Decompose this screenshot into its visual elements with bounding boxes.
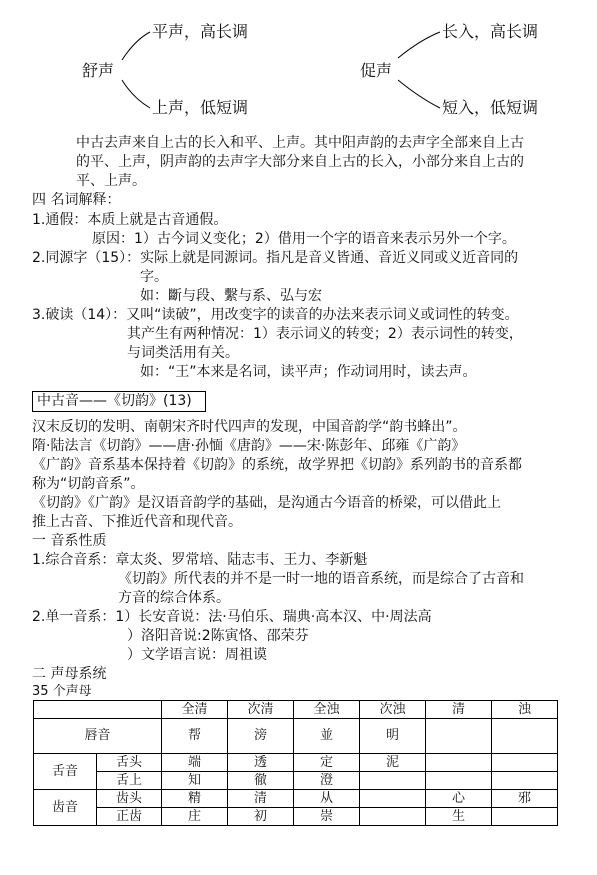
table-cell — [360, 808, 426, 826]
row-label-teeth: 齿音 — [34, 790, 97, 826]
table-header: 浊 — [492, 701, 558, 719]
table-cell: 端 — [162, 754, 228, 772]
para2-line: 《广韵》音系基本保持着《切韵》的系统，故学界把《切韵》系列韵书的音系都 — [32, 457, 522, 473]
table-cell — [426, 719, 492, 754]
sec1-item-2-cont: ）洛阳音说:2陈寅恪、邵荣芬 — [127, 628, 309, 644]
table-cell — [426, 754, 492, 772]
table-cell: 庄 — [162, 808, 228, 826]
shu-upper-label: 平声，高长调 — [152, 22, 249, 41]
sec4-item-3-cont: 其产生有两种情况：1）表示词义的转变；2）表示词性的转变， — [127, 326, 523, 342]
table-cell: 知 — [162, 772, 228, 790]
table-row — [34, 790, 558, 808]
sec1-item-1-cont: 《切韵》所代表的并不是一时一地的语音系统，而是综合了古音和 — [118, 571, 524, 587]
sec4-item-2: 2.同源字（15）：实际上就是同源词。指凡是音义皆通、音近义同或义近音同的 — [32, 250, 519, 266]
table-header-row — [34, 701, 558, 719]
table-cell — [360, 790, 426, 808]
table-header: 次清 — [228, 701, 294, 719]
row-label-lips: 唇音 — [34, 719, 162, 754]
table-cell — [360, 772, 426, 790]
sec4-title: 四 名词解释： — [32, 192, 121, 208]
sec4-item-2-example: 如：斷与段、繫与系、弘与宏 — [140, 288, 322, 304]
sec4-item-1: 1.通假：本质上就是古音通假。 — [32, 212, 228, 228]
table-cell — [492, 808, 558, 826]
table-cell: 从 — [294, 790, 360, 808]
shu-root-label: 舒声 — [82, 61, 115, 80]
table-header: 全清 — [162, 701, 228, 719]
table-row — [34, 719, 558, 754]
table-row — [34, 808, 558, 826]
sec2-subtitle: 35 个声母 — [32, 684, 92, 699]
row-sublabel: 舌头 — [97, 754, 162, 772]
table-header: 全浊 — [294, 701, 360, 719]
table-cell — [492, 754, 558, 772]
sec1-item-1-cont: 方音的综合体系。 — [118, 590, 230, 606]
table-cell: 精 — [162, 790, 228, 808]
table-cell: 心 — [426, 790, 492, 808]
para1-line: 中古去声来自上古的长入和平、上声。其中阳声韵的去声字全部来自上古 — [76, 135, 524, 151]
table-cell: 徹 — [228, 772, 294, 790]
table-cell: 明 — [360, 719, 426, 754]
row-sublabel: 正齿 — [97, 808, 162, 826]
cu-upper-label: 长入，高长调 — [442, 22, 539, 41]
table-cell — [492, 772, 558, 790]
table-cell: 澄 — [294, 772, 360, 790]
table-cell: 並 — [294, 719, 360, 754]
table-row — [34, 754, 558, 772]
section-heading-qieyun: 中古音——《切韵》(13) — [32, 391, 206, 412]
sec2-title: 二 声母系统 — [32, 666, 107, 682]
para2-line: 称为“切韵音系”。 — [32, 476, 145, 492]
para1-line: 的平、上声，阴声韵的去声字大部分来自上古的长入，小部分来自上古的 — [76, 154, 524, 170]
table-cell: 生 — [426, 808, 492, 826]
sec4-item-2-cont: 字。 — [140, 269, 168, 285]
cu-lower-label: 短入，低短调 — [442, 98, 539, 117]
sec4-item-3-cont: 与词类活用有关。 — [127, 345, 239, 361]
shu-lower-label: 上声，低短调 — [152, 98, 249, 117]
cu-root-label: 促声 — [360, 61, 393, 80]
table-header: 清 — [426, 701, 492, 719]
para2-line: 《切韵》《广韵》是汉语音韵学的基础，是沟通古今语音的桥梁，可以借此上 — [32, 495, 501, 511]
para2-line: 汉末反切的发明、南朝宋齐时代四声的发现，中国音韵学“韵书蜂出”。 — [32, 419, 467, 435]
table-cell: 邪 — [492, 790, 558, 808]
sec4-item-3: 3.破读（14）：又叫“读破”，用改变字的读音的办法来表示词义或词性的转变。 — [32, 307, 519, 323]
sec1-title: 一 音系性质 — [32, 533, 107, 549]
table-row — [34, 772, 558, 790]
table-cell: 定 — [294, 754, 360, 772]
table-corner — [34, 701, 162, 719]
sec4-item-1-reason: 原因：1）古今词义变化；2）借用一个字的语音来表示另外一个字。 — [92, 231, 516, 247]
para2-line: 隋·陆法言《切韵》——唐·孙愐《唐韵》——宋·陈彭年、邱雍《广韵》 — [32, 438, 466, 454]
row-sublabel: 舌上 — [97, 772, 162, 790]
table-cell: 清 — [228, 790, 294, 808]
table-cell: 帮 — [162, 719, 228, 754]
para1-line: 平、上声。 — [76, 173, 146, 189]
table-cell: 滂 — [228, 719, 294, 754]
table-cell: 崇 — [294, 808, 360, 826]
table-cell — [492, 719, 558, 754]
para2-line: 推上古音、下推近代音和现代音。 — [32, 514, 242, 530]
table-cell: 初 — [228, 808, 294, 826]
sec1-item-2: 2.单一音系：1）长安音说：法·马伯乐、瑞典·高本汉、中·周法高 — [32, 609, 432, 625]
initials-table — [33, 700, 558, 826]
table-cell — [426, 772, 492, 790]
sec1-item-1: 1.综合音系：章太炎、罗常培、陆志韦、王力、李新魁 — [32, 552, 368, 568]
row-sublabel: 齿头 — [97, 790, 162, 808]
sec1-item-2-cont: ）文学语言说：周祖谟 — [127, 647, 267, 663]
table-header: 次浊 — [360, 701, 426, 719]
table-cell: 泥 — [360, 754, 426, 772]
table-cell: 透 — [228, 754, 294, 772]
row-label-tongue: 舌音 — [34, 754, 97, 790]
sec4-item-3-example: 如：“王”本来是名词，读平声；作动词用时，读去声。 — [140, 364, 477, 380]
